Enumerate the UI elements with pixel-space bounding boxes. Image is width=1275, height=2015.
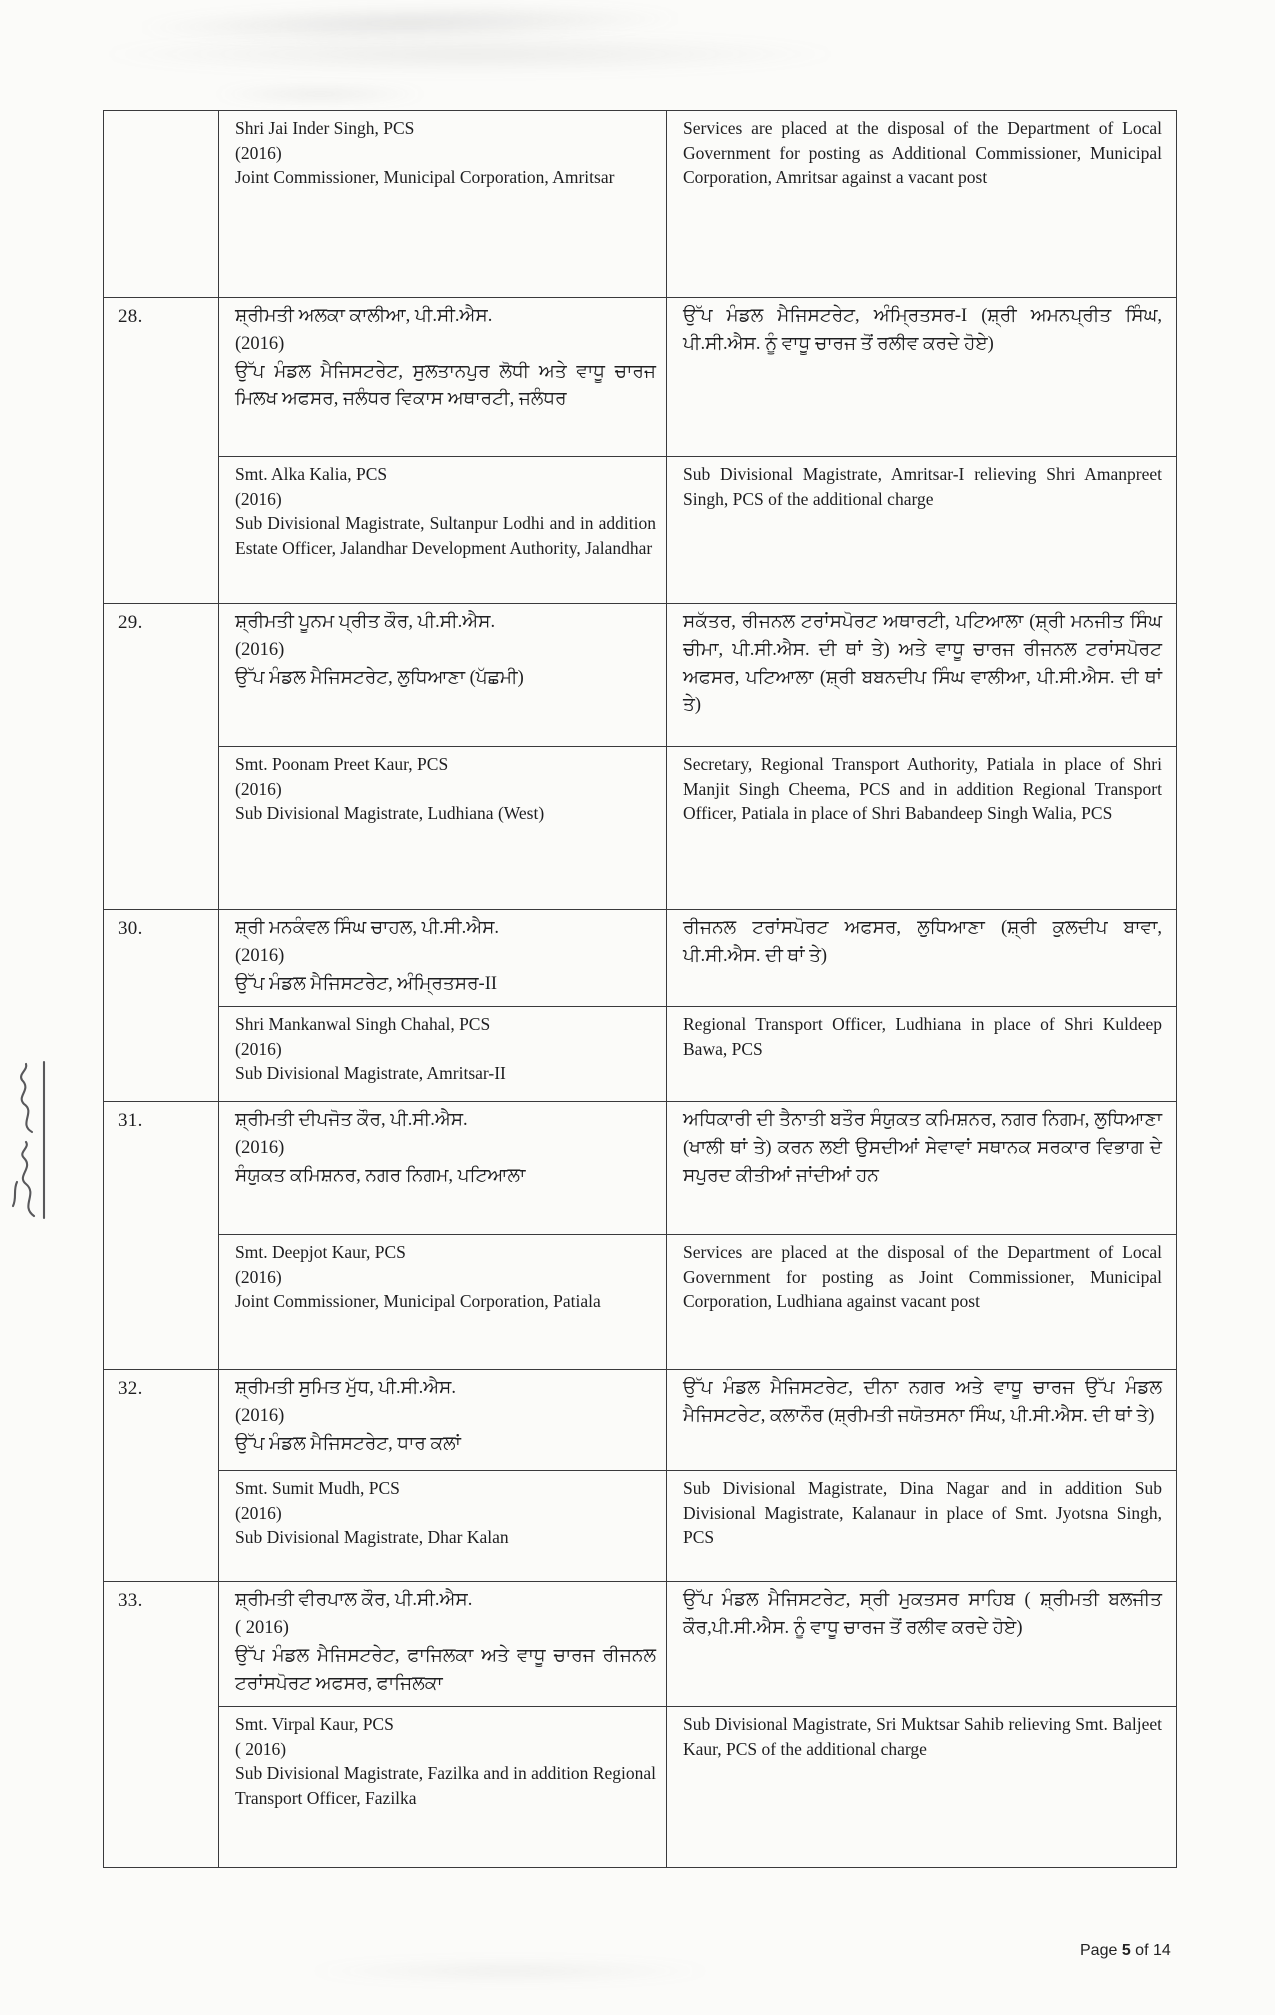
officer-cell — [219, 1370, 667, 1470]
officer-cell — [219, 1235, 667, 1369]
posting-order-cell — [667, 910, 1176, 1006]
officer-designation: Sub Divisional Magistrate, Ludhiana (West) — [235, 803, 545, 823]
table-row-english — [219, 746, 1176, 909]
table-row-punjabi — [219, 298, 1176, 456]
officer-designation: ਉੱਪ ਮੰਡਲ ਮੈਜਿਸਟਰੇਟ, ਫਾਜਿਲਕਾ ਅਤੇ ਵਾਧੂ ਚਾਰਜ ਰੀਜਨਲ ਟਰਾਂਸਪੋਰਟ ਅਫਸਰ, ਫਾਜਿਲਕਾ — [235, 1645, 656, 1694]
table-row-english — [219, 1706, 1176, 1867]
scan-smudge — [90, 34, 850, 74]
table-row-punjabi — [219, 910, 1176, 1006]
posting-order-text: ਅਧਿਕਾਰੀ ਦੀ ਤੈਨਾਤੀ ਬਤੌਰ ਸੰਯੁਕਤ ਕਮਿਸ਼ਨਰ, ਨਗਰ ਨਿਗਮ, ਲੁਧਿਆਣਾ (ਖਾਲੀ ਥਾਂ ਤੇ) ਕਰਨ ਲਈ ਉਸਦੀਆਂ ਸੇਵਾਵਾਂ ਸਥਾਨਕ ਸਰਕਾਰ ਵਿਭਾਗ ਦੇ ਸਪੁਰਦ ਕੀਤੀਆਂ ਜਾਂਦੀਆਂ ਹਨ — [683, 1110, 1162, 1186]
officer-designation: Joint Commissioner, Municipal Corporation, Patiala — [235, 1291, 601, 1312]
table-row-punjabi — [219, 604, 1176, 746]
officer-batch-year: ( 2016) — [235, 1738, 287, 1759]
serial-number: 33. — [104, 1582, 219, 1867]
table-row-group-31 — [104, 1101, 1176, 1369]
serial-number: 31. — [104, 1102, 219, 1369]
officer-batch-year: (2016) — [235, 945, 285, 966]
officer-batch-year: (2016) — [235, 778, 282, 799]
posting-order-cell — [667, 1582, 1176, 1706]
posting-order-cell — [667, 298, 1176, 456]
posting-order-cell — [667, 604, 1176, 746]
officer-name: ਸ਼੍ਰੀਮਤੀ ਵੀਰਪਾਲ ਕੌਰ, ਪੀ.ਸੀ.ਐਸ. — [235, 1590, 473, 1611]
officer-designation: Sub Divisional Magistrate, Sultanpur Lodhi and in addition Estate Officer, Jalandhar Development Authority, Jalandhar — [235, 513, 656, 558]
scan-smudge — [210, 86, 430, 102]
serial-number: 29. — [104, 604, 219, 909]
officer-designation: Joint Commissioner, Municipal Corporation, Amritsar — [235, 167, 615, 187]
officer-name: ਸ਼੍ਰੀ ਮਨਕੰਵਲ ਸਿੰਘ ਚਾਹਲ, ਪੀ.ਸੀ.ਐਸ. — [235, 918, 500, 938]
officer-name: ਸ਼੍ਰੀਮਤੀ ਅਲਕਾ ਕਾਲੀਆ, ਪੀ.ਸੀ.ਐਸ. — [235, 306, 493, 326]
page-label: Page — [1080, 1942, 1122, 1959]
posting-order-cell — [667, 1370, 1176, 1470]
officer-name: Shri Mankanwal Singh Chahal, PCS — [235, 1014, 491, 1035]
officer-cell — [219, 298, 667, 456]
table-row-punjabi — [219, 1582, 1176, 1706]
page-total: of 14 — [1130, 1942, 1171, 1959]
officer-cell — [219, 1471, 667, 1581]
officer-batch-year: (2016) — [235, 488, 282, 509]
table-row-group-32 — [104, 1369, 1176, 1581]
handwritten-margin-note — [4, 1056, 56, 1224]
officer-designation: Sub Divisional Magistrate, Dhar Kalan — [235, 1527, 509, 1548]
posting-order-text: ਉੱਪ ਮੰਡਲ ਮੈਜਿਸਟਰੇਟ, ਅੰਮ੍ਰਿਤਸਰ-I (ਸ਼੍ਰੀ ਅਮਨਪ੍ਰੀਤ ਸਿੰਘ, ਪੀ.ਸੀ.ਐਸ. ਨੂੰ ਵਾਧੂ ਚਾਰਜ ਤੋਂ ਰਲੀਵ ਕਰਦੇ ਹੋਏ) — [683, 306, 1162, 354]
posting-order-text: Sub Divisional Magistrate, Sri Muktsar Sahib relieving Smt. Baljeet Kaur, PCS of the additional charge — [683, 1714, 1162, 1759]
posting-order-cell — [667, 457, 1176, 603]
officer-name: ਸ਼੍ਰੀਮਤੀ ਦੀਪਜੋਤ ਕੌਰ, ਪੀ.ਸੀ.ਐਸ. — [235, 1110, 468, 1131]
officer-designation: ਸੰਯੁਕਤ ਕਮਿਸ਼ਨਰ, ਨਗਰ ਨਿਗਮ, ਪਟਿਆਲਾ — [235, 1165, 526, 1186]
officer-cell — [219, 1707, 667, 1867]
officer-designation: ਉੱਪ ਮੰਡਲ ਮੈਜਿਸਟਰੇਟ, ਅੰਮ੍ਰਿਤਸਰ-II — [235, 973, 498, 994]
officer-batch-year: (2016) — [235, 1502, 282, 1523]
posting-order-text: Sub Divisional Magistrate, Dina Nagar and in addition Sub Divisional Magistrate, Kalanaur in place of Smt. Jyotsna Singh, PCS — [683, 1478, 1162, 1548]
posting-order-text: Secretary, Regional Transport Authority, Patiala in place of Shri Manjit Singh Cheema, PCS and in addition Regional Transport Officer, Patiala in place of Shri Babandeep Singh Walia, PCS — [683, 754, 1162, 823]
posting-order-text: Regional Transport Officer, Ludhiana in place of Shri Kuldeep Bawa, PCS — [683, 1014, 1162, 1059]
officer-name: Shri Jai Inder Singh, PCS — [235, 118, 415, 138]
officer-name: ਸ਼੍ਰੀਮਤੀ ਸੁਮਿਤ ਮੁੱਧ, ਪੀ.ਸੀ.ਐਸ. — [235, 1378, 457, 1399]
officer-batch-year: (2016) — [235, 639, 285, 660]
posting-order-text: ਰੀਜਨਲ ਟਰਾਂਸਪੋਰਟ ਅਫਸਰ, ਲੁਧਿਆਣਾ (ਸ਼੍ਰੀ ਕੁਲਦੀਪ ਬਾਵਾ, ਪੀ.ਸੀ.ਐਸ. ਦੀ ਥਾਂ ਤੇ) — [683, 918, 1162, 966]
officer-designation: Sub Divisional Magistrate, Amritsar-II — [235, 1063, 506, 1084]
officer-cell — [219, 111, 667, 297]
officer-batch-year: (2016) — [235, 1406, 285, 1426]
officer-batch-year: (2016) — [235, 1038, 282, 1059]
officer-designation: ਉੱਪ ਮੰਡਲ ਮੈਜਿਸਟਰੇਟ, ਧਾਰ ਕਲਾਂ — [235, 1433, 461, 1454]
posting-order-cell — [667, 1235, 1176, 1369]
page-number: 5 — [1121, 1942, 1131, 1959]
table-row-punjabi — [219, 1102, 1176, 1234]
posting-order-cell — [667, 1471, 1176, 1581]
officer-designation: ਉੱਪ ਮੰਡਲ ਮੈਜਿਸਟਰੇਟ, ਲੁਧਿਆਣਾ (ਪੱਛਮੀ) — [235, 667, 524, 688]
officer-designation: ਉੱਪ ਮੰਡਲ ਮੈਜਿਸਟਰੇਟ, ਸੁਲਤਾਨਪੁਰ ਲੋਧੀ ਅਤੇ ਵਾਧੂ ਚਾਰਜ ਮਿਲਖ ਅਫਸਰ, ਜਲੰਧਰ ਵਿਕਾਸ ਅਥਾਰਟੀ, ਜਲੰਧਰ — [235, 361, 656, 410]
officer-name: ਸ਼੍ਰੀਮਤੀ ਪੂਨਮ ਪ੍ਰੀਤ ਕੌਰ, ਪੀ.ਸੀ.ਐਸ. — [235, 612, 496, 632]
scan-smudge — [130, 1, 691, 45]
officer-name: Smt. Alka Kalia, PCS — [235, 464, 388, 484]
officer-name: Smt. Virpal Kaur, PCS — [235, 1714, 394, 1735]
officer-cell — [219, 1582, 667, 1706]
serial-number: 32. — [104, 1370, 219, 1581]
officer-batch-year: (2016) — [235, 333, 285, 354]
officer-batch-year: ( 2016) — [235, 1618, 289, 1638]
officer-name: Smt. Sumit Mudh, PCS — [235, 1478, 400, 1499]
scan-smudge — [300, 1960, 720, 1982]
table-row-english — [219, 1470, 1176, 1581]
posting-order-text: Services are placed at the disposal of the Department of Local Government for posting as Additional Commissioner, Municipal Corporation, Amritsar against a vacant post — [683, 118, 1162, 187]
officer-batch-year: (2016) — [235, 1266, 282, 1287]
officer-cell — [219, 604, 667, 746]
officer-batch-year: (2016) — [235, 142, 282, 163]
page-number-footer — [1080, 1942, 1171, 1960]
officer-cell — [219, 457, 667, 603]
transfer-orders-table — [103, 110, 1177, 1868]
officer-cell — [219, 747, 667, 909]
posting-order-cell — [667, 747, 1176, 909]
posting-order-text: ਉੱਪ ਮੰਡਲ ਮੈਜਿਸਟਰੇਟ, ਦੀਨਾ ਨਗਰ ਅਤੇ ਵਾਧੂ ਚਾਰਜ ਉੱਪ ਮੰਡਲ ਮੈਜਿਸਟਰੇਟ, ਕਲਾਨੌਰ (ਸ਼੍ਰੀਮਤੀ ਜਯੋਤਸਨਾ ਸਿੰਘ, ਪੀ.ਸੀ.ਐਸ. ਦੀ ਥਾਂ ਤੇ) — [683, 1378, 1162, 1426]
serial-number — [104, 111, 219, 297]
table-row-english — [219, 1234, 1176, 1369]
table-row-group-33 — [104, 1581, 1176, 1867]
posting-order-cell — [667, 111, 1176, 297]
posting-order-text: Services are placed at the disposal of the Department of Local Government for posting as Joint Commissioner, Municipal Corporation, Ludhiana against vacant post — [683, 1242, 1162, 1312]
serial-number: 28. — [104, 298, 219, 603]
officer-cell — [219, 1102, 667, 1234]
serial-number: 30. — [104, 910, 219, 1101]
table-row-group-28 — [104, 297, 1176, 603]
officer-name: Smt. Deepjot Kaur, PCS — [235, 1242, 406, 1263]
officer-name: Smt. Poonam Preet Kaur, PCS — [235, 754, 449, 774]
posting-order-cell — [667, 1707, 1176, 1867]
table-row-group-30 — [104, 909, 1176, 1101]
table-row-english — [219, 1006, 1176, 1101]
officer-cell — [219, 910, 667, 1006]
posting-order-text: ਉੱਪ ਮੰਡਲ ਮੈਜਿਸਟਰੇਟ, ਸ੍ਰੀ ਮੁਕਤਸਰ ਸਾਹਿਬ ( ਸ਼੍ਰੀਮਤੀ ਬਲਜੀਤ ਕੌਰ,ਪੀ.ਸੀ.ਐਸ. ਨੂੰ ਵਾਧੂ ਚਾਰਜ ਤੋਂ ਰਲੀਵ ਕਰਦੇ ਹੋਏ) — [683, 1590, 1162, 1638]
officer-designation: Sub Divisional Magistrate, Fazilka and in addition Regional Transport Officer, Fazilka — [235, 1763, 656, 1808]
table-row-group-29 — [104, 603, 1176, 909]
table-row-punjabi — [219, 1370, 1176, 1470]
officer-cell — [219, 1007, 667, 1101]
officer-batch-year: (2016) — [235, 1138, 285, 1158]
table-row — [219, 111, 1176, 297]
posting-order-cell — [667, 1007, 1176, 1101]
posting-order-text: ਸਕੱਤਰ, ਰੀਜਨਲ ਟਰਾਂਸਪੋਰਟ ਅਥਾਰਟੀ, ਪਟਿਆਲਾ (ਸ਼੍ਰੀ ਮਨਜੀਤ ਸਿੰਘ ਚੀਮਾ, ਪੀ.ਸੀ.ਐਸ. ਦੀ ਥਾਂ ਤੇ) ਅਤੇ ਵਾਧੂ ਚਾਰਜ ਰੀਜਨਲ ਟਰਾਂਸਪੋਰਟ ਅਫਸਰ, ਪਟਿਆਲਾ (ਸ਼੍ਰੀ ਬਬਨਦੀਪ ਸਿੰਘ ਵਾਲੀਆ, ਪੀ.ਸੀ.ਐਸ. ਦੀ ਥਾਂ ਤੇ) — [683, 612, 1162, 716]
posting-order-text: Sub Divisional Magistrate, Amritsar-I relieving Shri Amanpreet Singh, PCS of the additional charge — [683, 464, 1162, 509]
posting-order-cell — [667, 1102, 1176, 1234]
table-row-group-continuation — [104, 111, 1176, 297]
table-row-english — [219, 456, 1176, 603]
